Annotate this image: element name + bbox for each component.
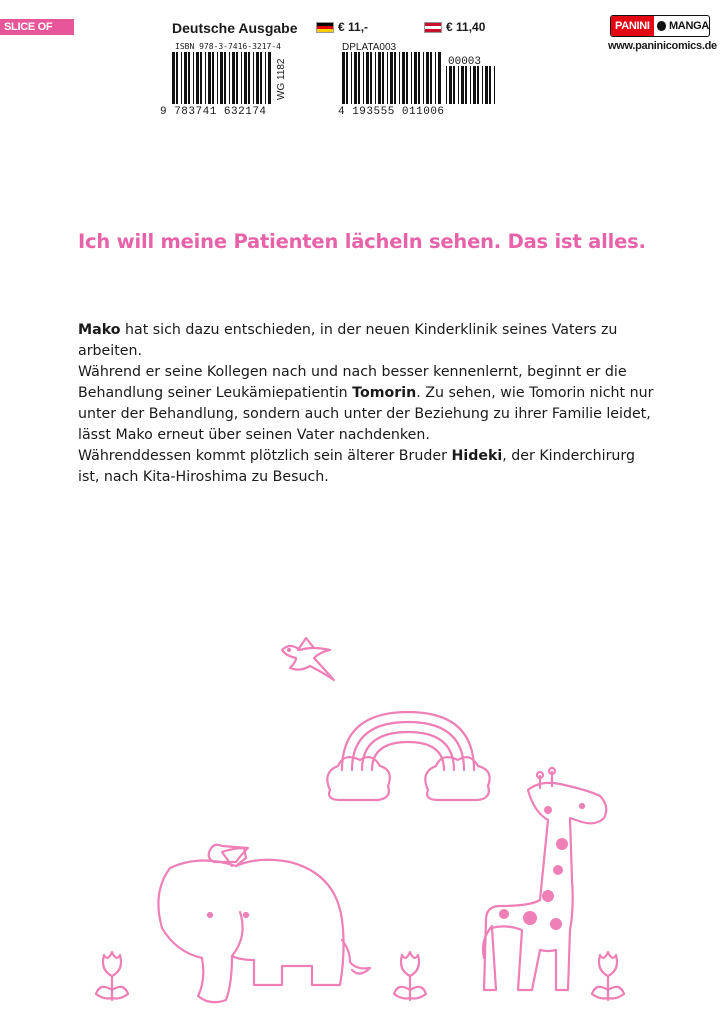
isbn-label: ISBN 978-3-7416-3217-4 — [175, 42, 281, 51]
isbn-digits: 9 783741 632174 — [160, 106, 267, 118]
character-name-tomorin: Tomorin — [352, 385, 417, 401]
wg-code: WG 1182 — [276, 58, 287, 100]
logo-left-text: PANINI — [611, 16, 654, 36]
cloud-icon — [425, 757, 489, 800]
publisher-website: www.paninicomics.de — [608, 40, 717, 52]
price-at-value: € 11,40 — [446, 20, 486, 34]
elephant-icon — [158, 848, 370, 1002]
synopsis-text: hat sich dazu entschieden, in der neuen Kinderklinik seines Vaters zu arbeiten. — [78, 322, 618, 359]
synopsis-text: . Zu sehen, wie Tomorin nicht nur unter der Behandlung, sondern auch unter der Beziehung zu ihrer Familie leidet, lässt Mako erneut über seinen Vater nachdenken. — [78, 385, 654, 443]
synopsis-text: Währenddessen kommt plötzlich sein älterer Bruder — [78, 448, 452, 464]
synopsis-text: , der Kinderchirurg ist, nach Kita-Hiroshima zu Besuch. — [78, 448, 636, 485]
character-name-hideki: Hideki — [451, 448, 503, 464]
tagline: Ich will meine Patienten lächeln sehen. Das ist alles. — [78, 230, 646, 253]
tulip-icon — [592, 952, 624, 1000]
logo-right-text: MANGA — [668, 20, 709, 32]
edition-label: Deutsche Ausgabe — [172, 20, 298, 36]
price-de-value: € 11,- — [338, 20, 369, 34]
upc-digits: 4 193555 011006 — [338, 106, 445, 118]
dp-label: DPLATA003 — [342, 42, 397, 53]
character-name-mako: Mako — [78, 322, 121, 338]
addon-digits: 00003 — [448, 56, 482, 68]
tulip-icon — [96, 952, 128, 1000]
rainbow-icon — [342, 712, 474, 770]
cloud-icon — [327, 757, 389, 800]
synopsis-text: Während er seine Kollegen nach und nach besser kennenlernt, beginnt er die Behandlung seiner Leukämiepatientin — [78, 364, 627, 401]
tulip-icon — [394, 952, 426, 1000]
bird-icon — [282, 638, 334, 680]
genre-tag: SLICE OF LIFE — [0, 19, 74, 35]
giraffe-icon — [483, 768, 606, 990]
